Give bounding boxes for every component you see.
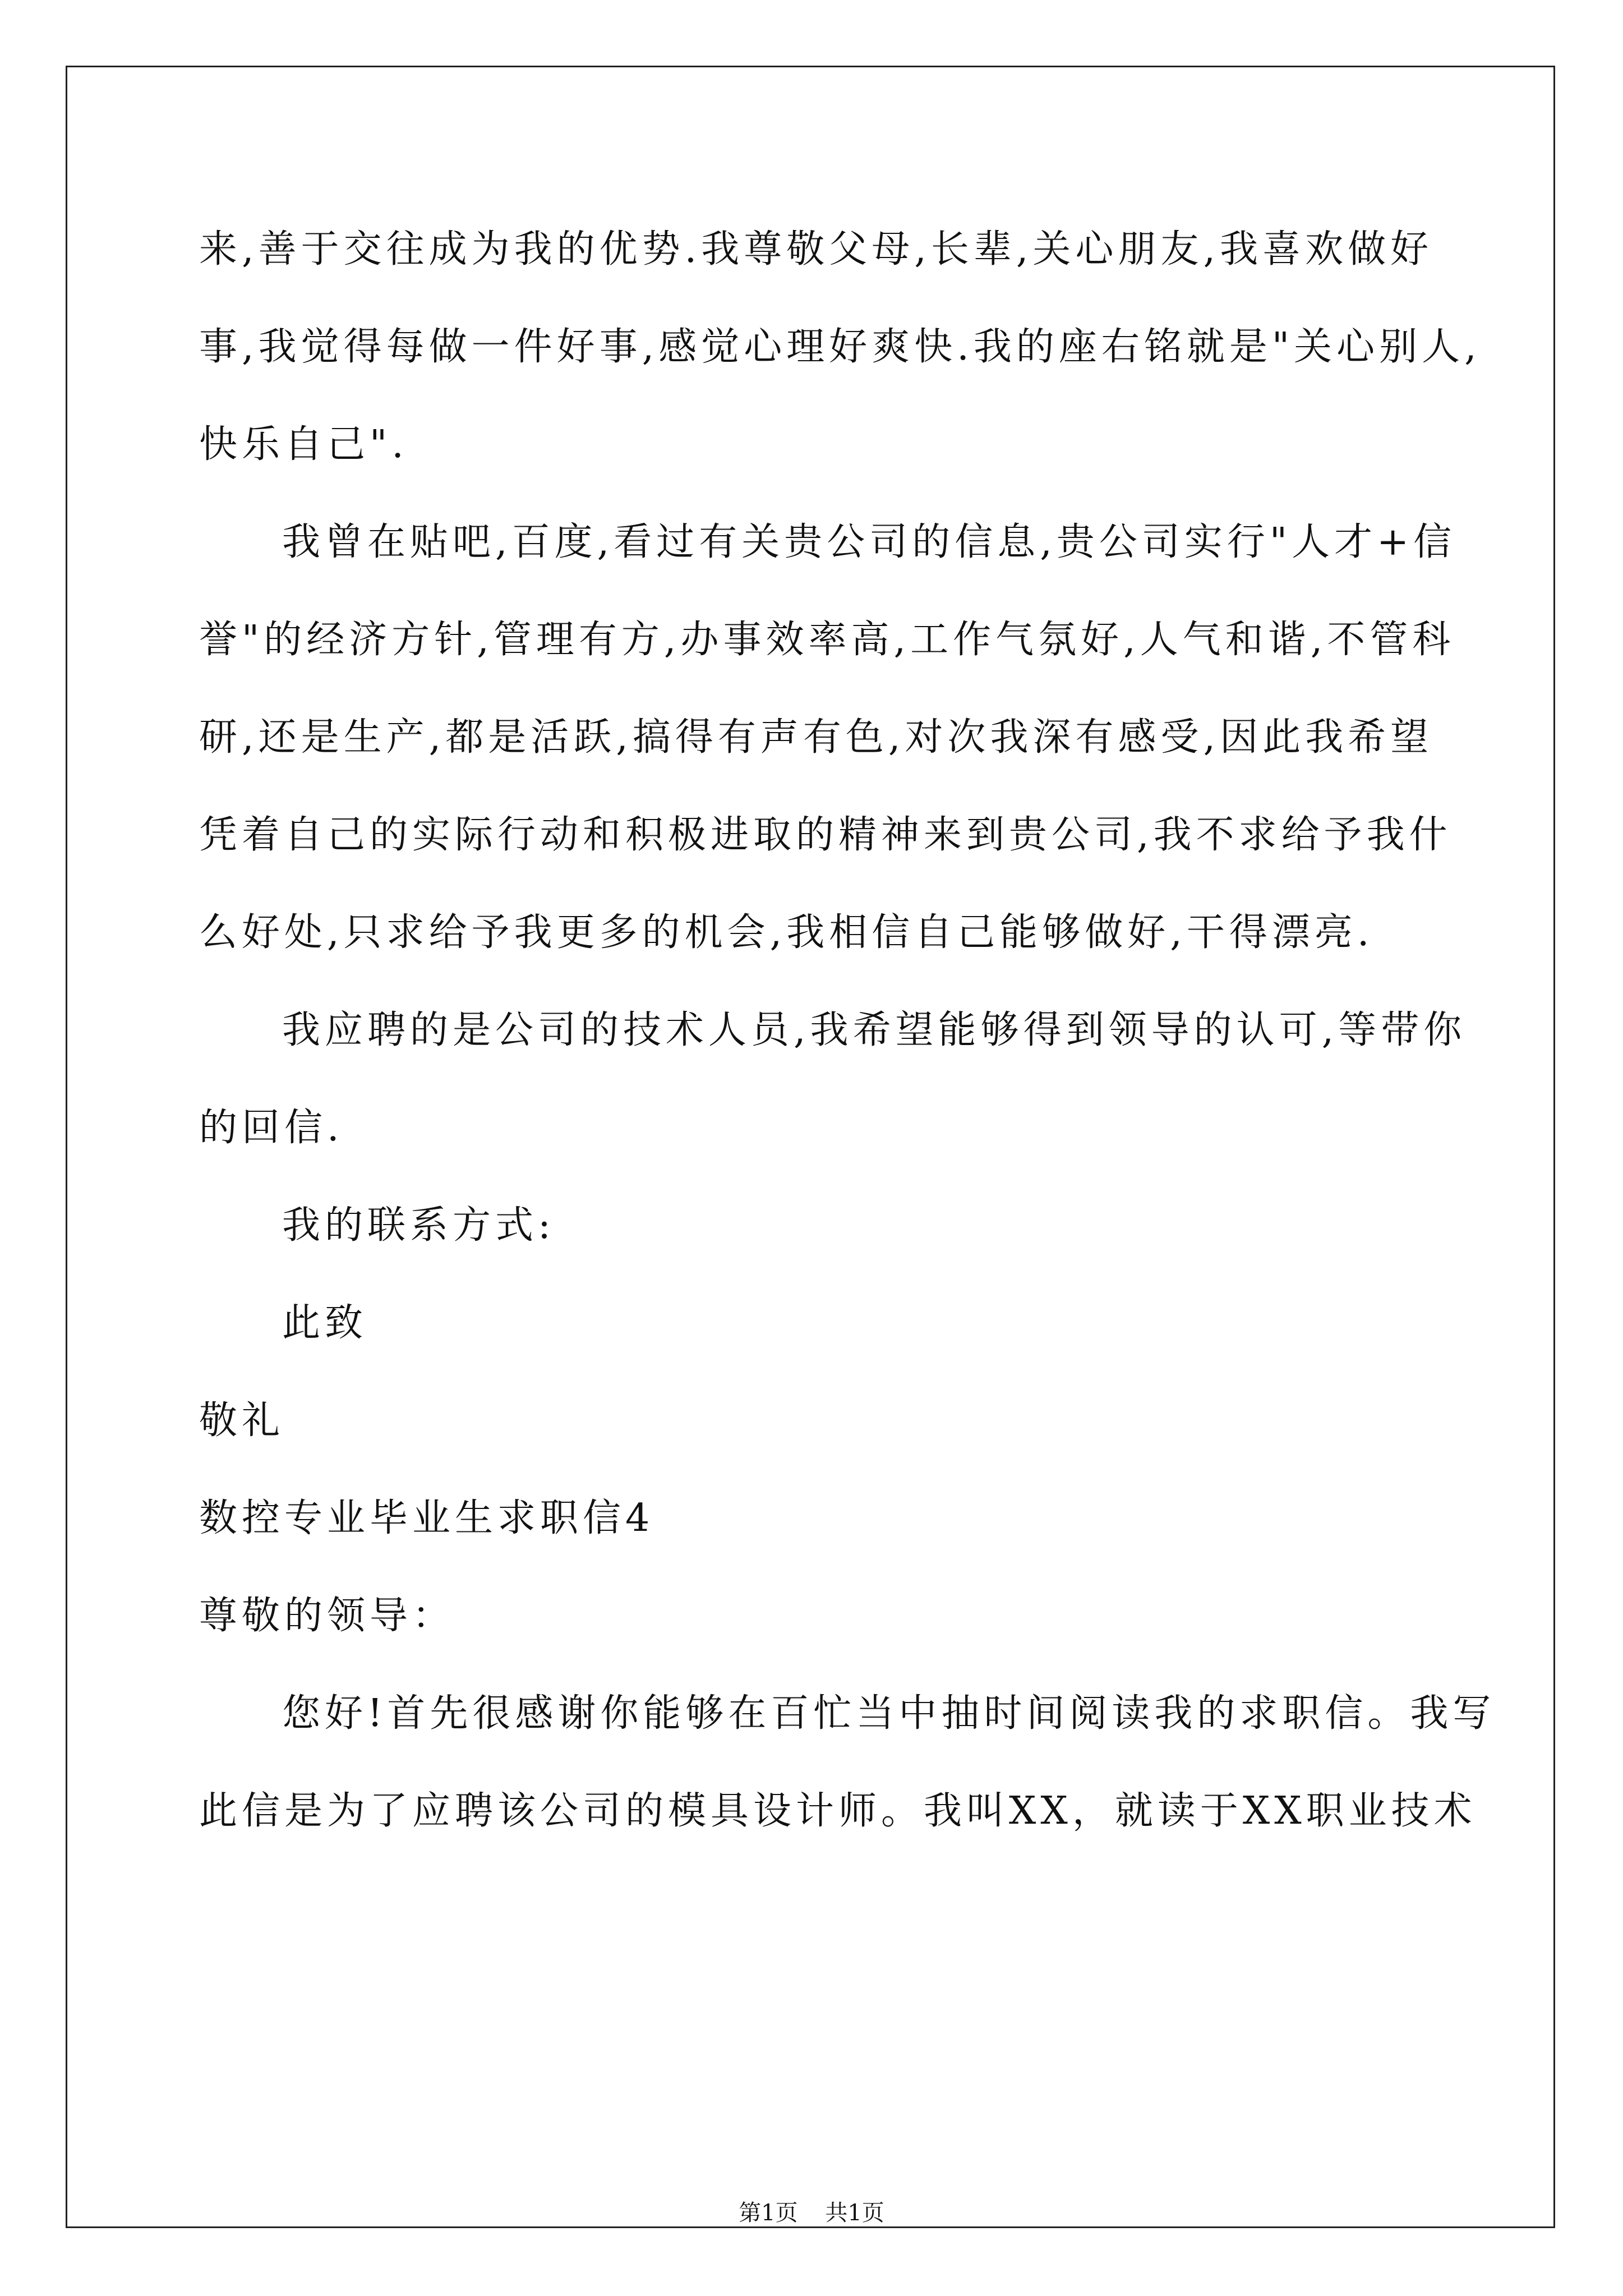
page-total: 共1页	[825, 2200, 884, 2226]
text-line: 研,还是生产,都是活跃,搞得有声有色,对次我深有感受,因此我希望	[199, 715, 1433, 760]
text-line: 我曾在贴吧,百度,看过有关贵公司的信息,贵公司实行"人才+信	[282, 520, 1456, 564]
text-line: 我应聘的是公司的技术人员,我希望能够得到领导的认可,等带你	[282, 1008, 1467, 1052]
page-footer	[0, 2199, 1623, 2227]
section-title: 数控专业毕业生求职信4	[199, 1496, 654, 1540]
text-line: 誉"的经济方针,管理有方,办事效率高,工作气氛好,人气和谐,不管科	[199, 618, 1455, 662]
page-number: 第1页	[739, 2200, 798, 2226]
text-line: 事,我觉得每做一件好事,感觉心理好爽快.我的座右铭就是"关心别人,	[199, 325, 1481, 369]
closing-phrase: 此致	[282, 1301, 368, 1345]
text-line: 来,善于交往成为我的优势.我尊敬父母,长辈,关心朋友,我喜欢做好	[199, 227, 1433, 272]
closing-salute: 敬礼	[199, 1398, 285, 1443]
salutation: 尊敬的领导：	[199, 1594, 455, 1638]
text-line: 么好处,只求给予我更多的机会,我相信自己能够做好,干得漂亮.	[199, 910, 1374, 955]
text-line: 您好!首先很感谢你能够在百忙当中抽时间阅读我的求职信。我写	[282, 1691, 1496, 1736]
text-line: 快乐自己".	[199, 422, 408, 467]
text-line: 我的联系方式:	[282, 1203, 555, 1248]
text-line: 的回信.	[199, 1106, 344, 1150]
text-line: 此信是为了应聘该公司的模具设计师。我叫XX，就读于XX职业技术	[199, 1789, 1477, 1833]
text-line: 凭着自己的实际行动和积极进取的精神来到贵公司,我不求给予我什	[199, 813, 1452, 857]
